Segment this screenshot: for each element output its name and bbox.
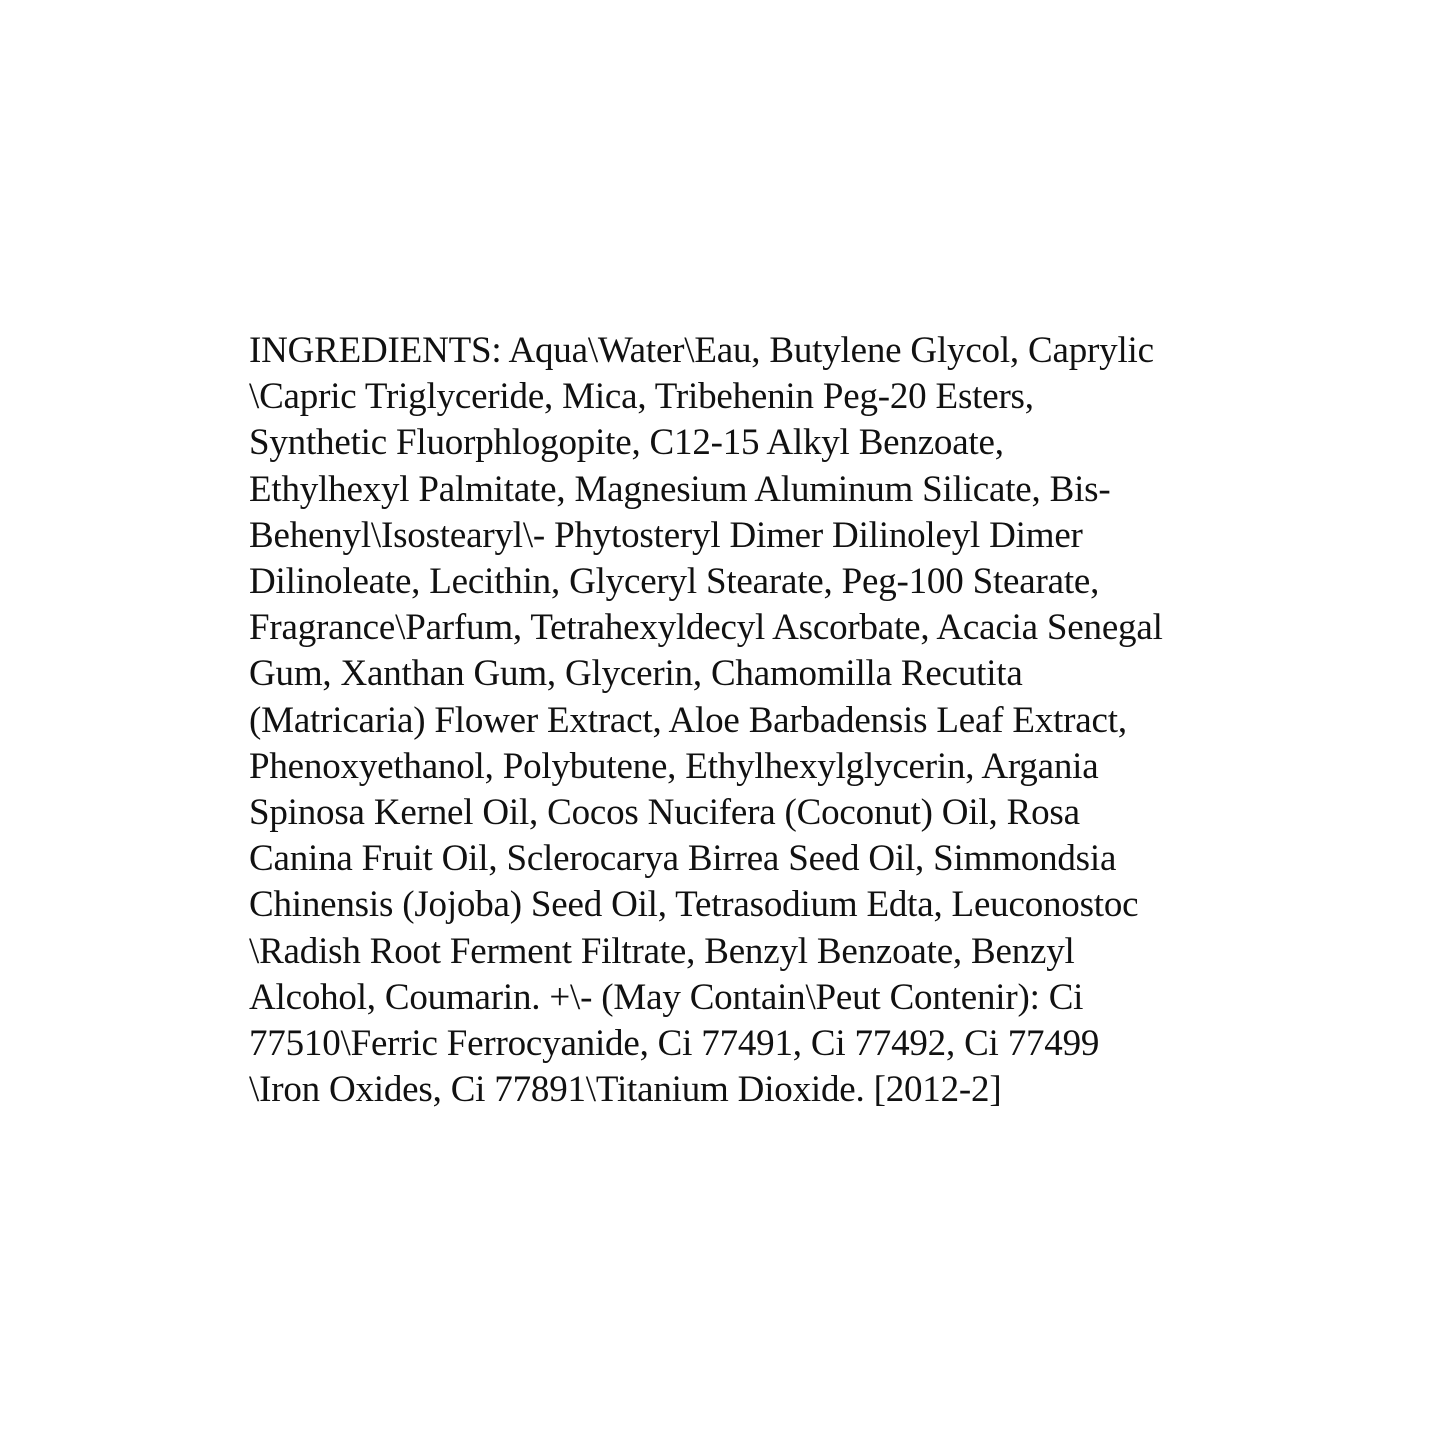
ingredients-line: Ethylhexyl Palmitate, Magnesium Aluminum Silicate, Bis- [249, 468, 1111, 510]
ingredients-line: Synthetic Fluorphlogopite, C12-15 Alkyl Benzoate, [249, 422, 1004, 464]
ingredients-list [249, 328, 1249, 1113]
ingredients-line: Phenoxyethanol, Polybutene, Ethylhexylglycerin, Argania [249, 745, 1099, 787]
ingredients-line: Spinosa Kernel Oil, Cocos Nucifera (Coconut) Oil, Rosa [249, 792, 1080, 834]
ingredients-line: Behenyl\Isostearyl\- Phytosteryl Dimer Dilinoleyl Dimer [249, 514, 1083, 556]
ingredients-line: \Capric Triglyceride, Mica, Tribehenin Peg-20 Esters, [249, 376, 1034, 418]
ingredients-line: 77510\Ferric Ferrocyanide, Ci 77491, Ci 77492, Ci 77499 [249, 1023, 1100, 1065]
ingredients-line: INGREDIENTS: Aqua\Water\Eau, Butylene Glycol, Caprylic [249, 330, 1154, 371]
ingredients-line: Alcohol, Coumarin. +\- (May Contain\Peut Contenir): Ci [249, 976, 1084, 1018]
ingredients-line: Fragrance\Parfum, Tetrahexyldecyl Ascorbate, Acacia Senegal [249, 607, 1163, 649]
ingredients-line: Gum, Xanthan Gum, Glycerin, Chamomilla Recutita [249, 653, 1023, 695]
ingredients-line: Chinensis (Jojoba) Seed Oil, Tetrasodium Edta, Leuconostoc [249, 884, 1139, 926]
ingredients-line: \Radish Root Ferment Filtrate, Benzyl Benzoate, Benzyl [249, 930, 1075, 972]
ingredients-line: Canina Fruit Oil, Sclerocarya Birrea Seed Oil, Simmondsia [249, 838, 1117, 880]
ingredients-line: Dilinoleate, Lecithin, Glyceryl Stearate, Peg-100 Stearate, [249, 561, 1100, 603]
ingredients-line: \Iron Oxides, Ci 77891\Titanium Dioxide. [2012-2] [249, 1069, 1002, 1111]
ingredients-line: (Matricaria) Flower Extract, Aloe Barbadensis Leaf Extract, [249, 699, 1127, 741]
